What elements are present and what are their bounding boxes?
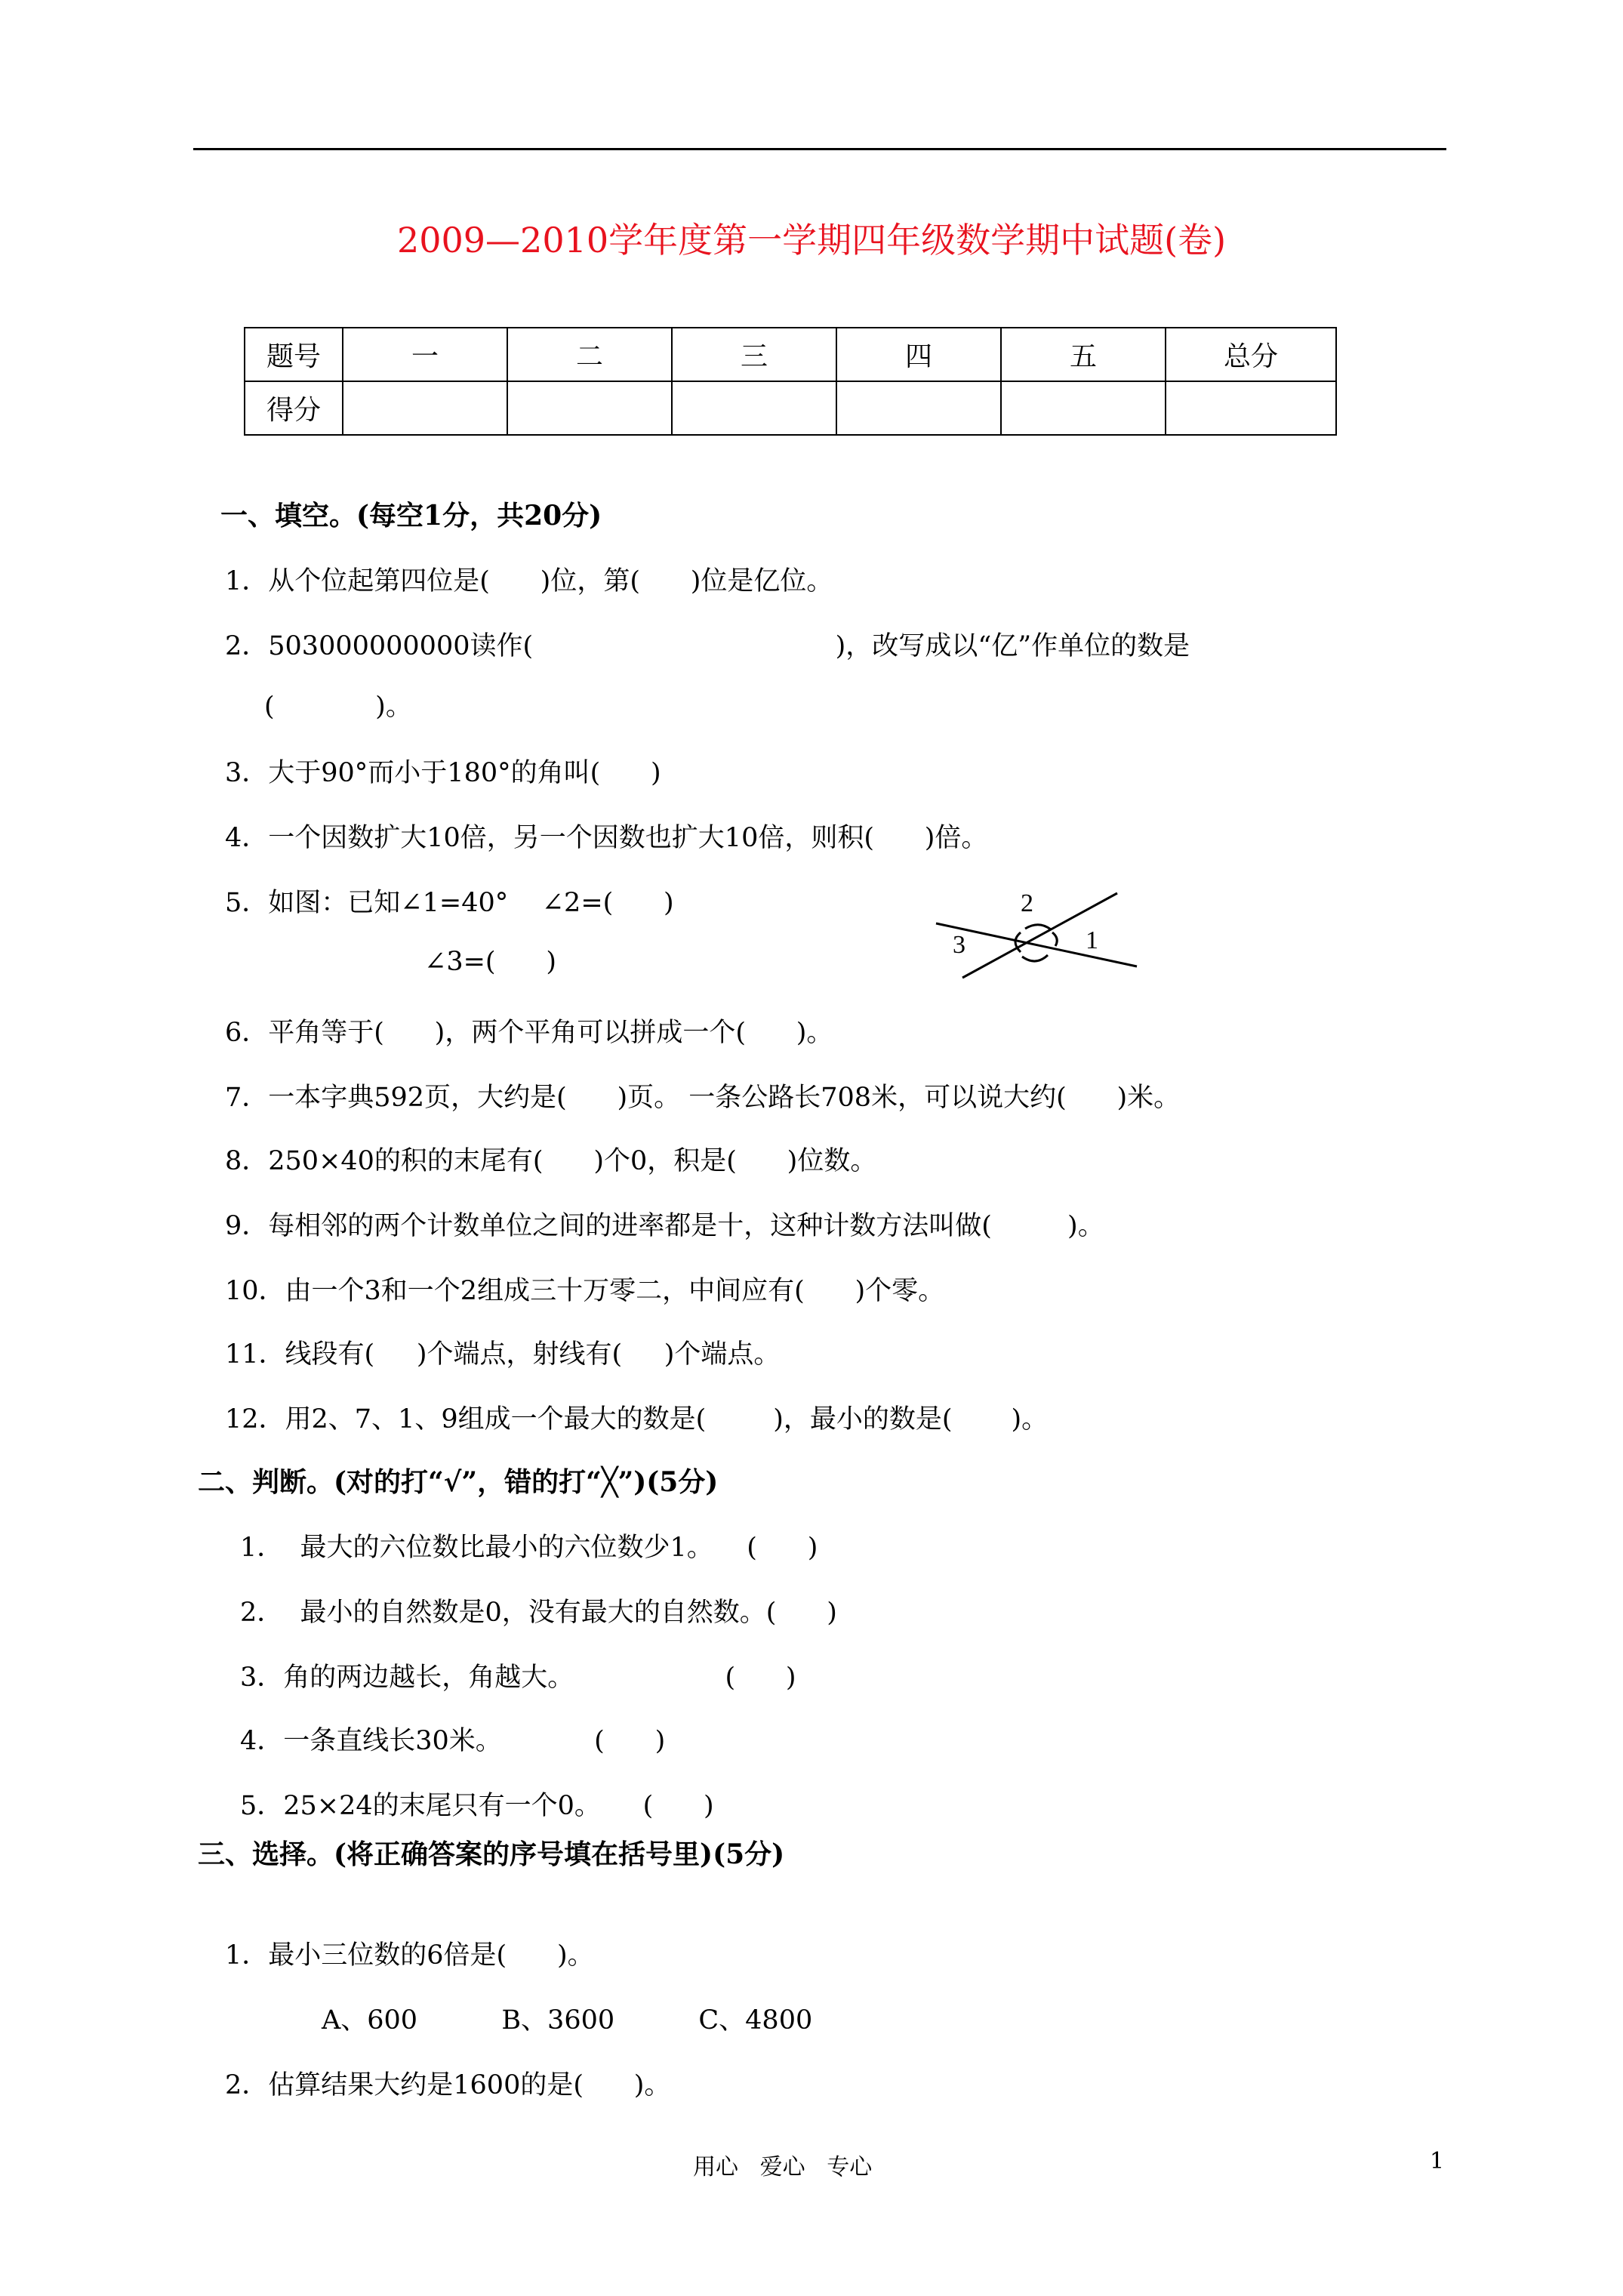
question-item: 10．由一个3和一个2组成三十万零二，中间应有( )个零。	[225, 1276, 945, 1306]
question-item: 1．从个位起第四位是( )位，第( )位是亿位。	[225, 566, 833, 596]
table-cell: 得分	[245, 381, 343, 435]
question-item: 4．一个因数扩大10倍，另一个因数也扩大10倍，则积( )倍。	[225, 823, 988, 853]
score-input-cell[interactable]	[507, 381, 672, 435]
score-input-cell[interactable]	[672, 381, 836, 435]
score-input-cell[interactable]	[1166, 381, 1336, 435]
score-table-header-row	[245, 328, 1336, 381]
score-table	[244, 327, 1337, 436]
question-item: 4．一条直线长30米。 ( )	[240, 1726, 666, 1756]
question-item: 9．每相邻的两个计数单位之间的进率都是十，这种计数方法叫做( )。	[225, 1211, 1104, 1241]
section-heading-choice: 三、选择。(将正确答案的序号填在括号里)(5分)	[198, 1838, 785, 1870]
page-title: 2009—2010学年度第一学期四年级数学期中试题(卷)	[396, 220, 1227, 260]
angle-arc-1	[1052, 932, 1057, 946]
score-table-score-row	[245, 381, 1336, 435]
table-cell: 题号	[245, 328, 343, 381]
table-cell: 四	[836, 328, 1001, 381]
question-item: 12．用2、7、1、9组成一个最大的数是( )，最小的数是( )。	[225, 1404, 1049, 1435]
question-item: 3．大于90°而小于180°的角叫( )	[225, 758, 661, 788]
score-input-cell[interactable]	[1001, 381, 1166, 435]
question-item: 1． 最大的六位数比最小的六位数少1。 ( )	[240, 1533, 818, 1563]
section-heading-fill: 一、填空。(每空1分，共20分)	[220, 500, 602, 532]
section-heading-judge: 二、判断。(对的打“√”，错的打“╳”)(5分)	[198, 1466, 719, 1498]
question-item: 5．25×24的末尾只有一个0。 ( )	[240, 1791, 714, 1821]
question-item: 2．503000000000读作( )，改写成以“亿”作单位的数是	[225, 631, 1190, 661]
question-item: 2．估算结果大约是1600的是( )。	[225, 2070, 671, 2100]
angle-label-1: 1	[1086, 926, 1098, 954]
table-cell: 总分	[1166, 328, 1336, 381]
question-item: 11．线段有( )个端点，射线有( )个端点。	[225, 1339, 781, 1370]
footer-motto: 用心 爱心 专心	[693, 2154, 873, 2180]
angle-arc-2	[1025, 925, 1051, 929]
table-cell: 五	[1001, 328, 1166, 381]
score-input-cell[interactable]	[343, 381, 507, 435]
table-cell: 二	[507, 328, 672, 381]
header-rule	[193, 148, 1446, 150]
angle-arc-4	[1022, 955, 1048, 961]
page-number: 1	[1430, 2148, 1445, 2174]
angle-label-2: 2	[1021, 889, 1033, 917]
angle-label-3: 3	[953, 931, 965, 959]
table-cell: 一	[343, 328, 507, 381]
question-item: 3．角的两边越长，角越大。 ( )	[240, 1663, 796, 1693]
question-item: 6．平角等于( )，两个平角可以拼成一个( )。	[225, 1018, 833, 1048]
choice-options: A、600 B、3600 C、4800	[322, 2005, 813, 2036]
question-item: 1．最小三位数的6倍是( )。	[225, 1940, 594, 1971]
question-item: 5．如图：已知∠1=40° ∠2=( )	[225, 888, 674, 918]
table-cell: 三	[672, 328, 836, 381]
question-item: 2． 最小的自然数是0，没有最大的自然数。( )	[240, 1598, 837, 1628]
question-item: 7．一本字典592页，大约是( )页。 一条公路长708米，可以说大约( )米。	[225, 1083, 1181, 1113]
question-item: ∠3=( )	[424, 947, 556, 977]
question-item: 8．250×40的积的末尾有( )个0，积是( )位数。	[225, 1146, 877, 1176]
score-input-cell[interactable]	[836, 381, 1001, 435]
angle-figure	[929, 872, 1147, 985]
question-item: ( )。	[264, 692, 412, 722]
